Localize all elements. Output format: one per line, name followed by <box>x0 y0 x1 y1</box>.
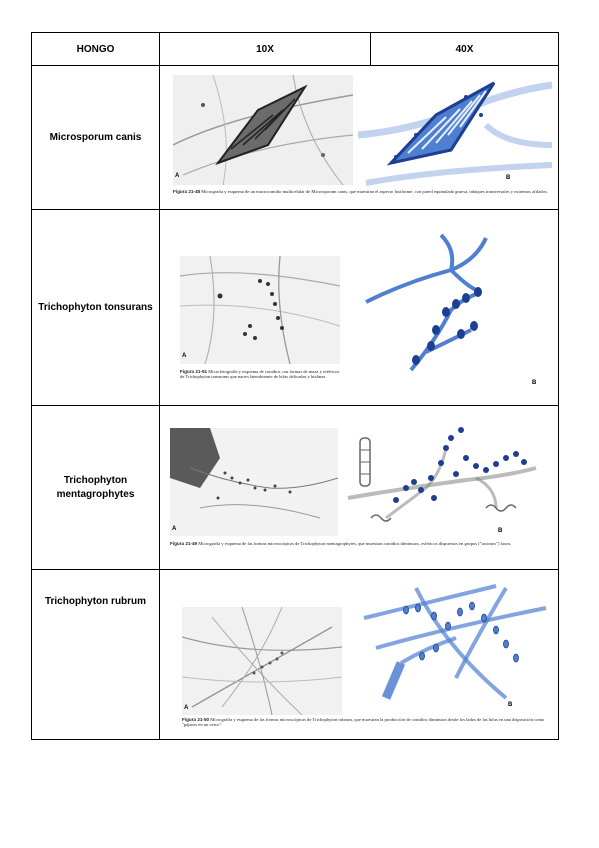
fungus-name: Trichophyton rubrum <box>32 570 160 740</box>
fungi-table <box>31 32 559 740</box>
schematic-diagram <box>346 418 552 540</box>
figure-cell <box>160 210 559 406</box>
schematic-diagram <box>356 75 554 187</box>
fungus-name: Trichophyton mentagrophytes <box>32 406 160 570</box>
header-40x: 40X <box>371 33 559 66</box>
figure-cell <box>160 570 559 740</box>
schematic-diagram <box>356 230 552 390</box>
figure-caption: Figura 21-50 Micrografía y esquema de las formas microscópicas de Trichophyton rubrum, que muestran la producción de conidios diminutos desde los lados de las hifas en una disposición como "pájaros en un cerco". <box>182 717 545 728</box>
figure-cell <box>160 66 559 210</box>
micrograph-image <box>170 428 338 536</box>
figure-caption: Figura 21-48 Micrografía y esquema de un macroconidio multicelular de Microsporum canis, que muestran el aspecto fusiforme, con pared equinulada gruesa, tabiques transversales y extremos afilados. <box>173 189 548 194</box>
label-a: A <box>182 353 187 359</box>
micrograph-image <box>182 607 342 715</box>
label-b: B <box>508 702 513 708</box>
label-b: B <box>506 175 511 181</box>
header-row <box>32 33 559 66</box>
table-row <box>32 406 559 570</box>
label-a: A <box>184 705 189 711</box>
header-10x: 10X <box>160 33 371 66</box>
label-a: A <box>175 173 180 179</box>
schematic-diagram <box>356 578 552 712</box>
table-row <box>32 66 559 210</box>
label-a: A <box>172 526 177 532</box>
label-b: B <box>532 380 537 386</box>
header-fungus: HONGO <box>32 33 160 66</box>
fungus-name: Microsporum canis <box>32 66 160 210</box>
figure-cell <box>160 406 559 570</box>
table-row <box>32 570 559 740</box>
micrograph-image <box>180 256 340 364</box>
micrograph-image <box>173 75 353 185</box>
figure-caption: Figura 21-51 Microfotografía y esquema de conidios con formas de maza y esféricos de Trichophyton tonsurans que nacen lateralmente de hifas delicadas y hialinas. <box>180 369 340 380</box>
table-row <box>32 210 559 406</box>
label-b: B <box>498 528 503 534</box>
figure-caption: Figura 21-49 Micrografía y esquema de las formas microscópicas de Trichophyton mentagrophytes, que muestran conidios diminutos, esféricos dispuestos en grupos ("racimos") laxos. <box>170 541 512 546</box>
fungus-name: Trichophyton tonsurans <box>32 210 160 406</box>
